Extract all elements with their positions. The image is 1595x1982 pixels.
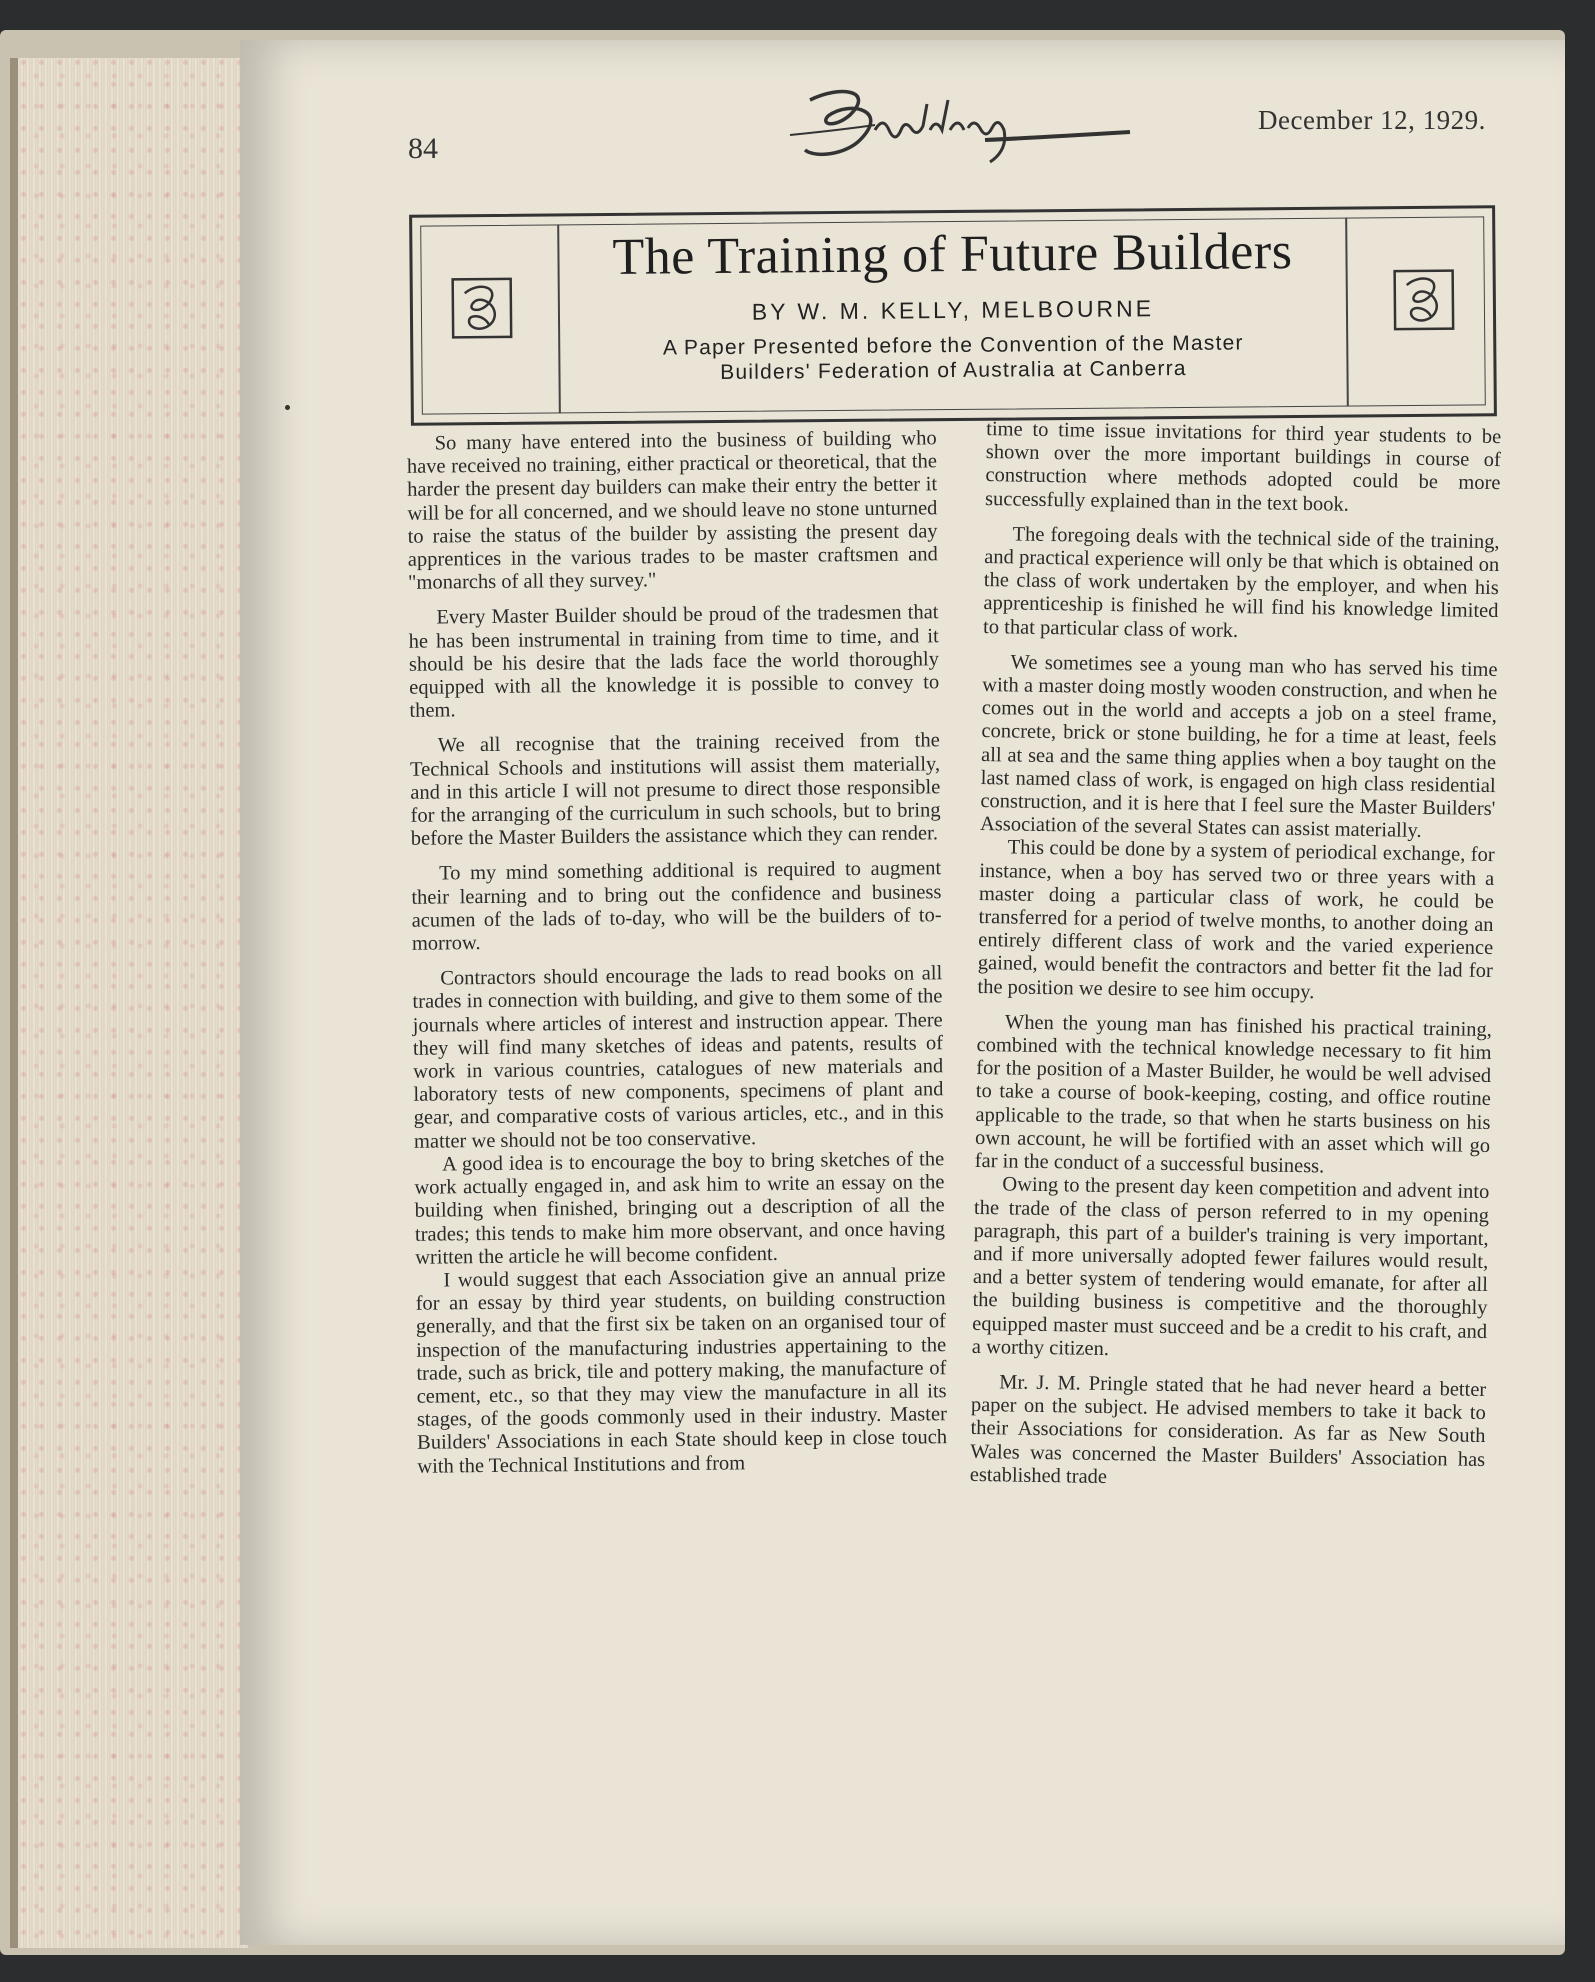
article-byline: BY W. M. KELLY, MELBOURNE <box>751 295 1155 325</box>
building-logo <box>780 80 1140 170</box>
issue-date: December 12, 1929. <box>1258 105 1486 135</box>
paragraph: I would suggest that each Association give an annual prize for an essay by third year students, on building construction generally, and that the first six be taken on an organised tour of inspection of the manufacturing industries appertaining to the trade, such as brick, tile and pottery making, the manufacture of cement, etc., so that they may view the manufacture in all its stages, of the goods commonly used in their industry. Master Builders' Associations in each State should keep in close touch with the Technical Institutions and from <box>415 1264 948 1478</box>
subtitle-line-1: A Paper Presented before the Convention of the Master <box>662 331 1244 360</box>
paragraph: Owing to the present day keen competition and advent into the trade of the class of person referred to in my opening paragraph, this part of a builder's training is very important, and if more universally adopted fewer failures would result, and a better system of tendering would emanate, for after all the building business is competitive and the thoroughly equipped master must succeed and be a credit to his craft, and a worthy citizen. <box>971 1173 1490 1360</box>
paragraph: time to time issue invitations for third year students to be shown over the more important buildings in course of construction where methods adopted could be more successfully explained than in the text book. <box>984 418 1502 516</box>
paragraph: This could be done by a system of periodical exchange, for instance, when a boy has served two or three years with a master doing a particular class of work, he could be transferred for a period of twelve months, to another doing an entirely different class of work and the varied experience gained, would benefit the contractors and better fit the lad for the position we desire to see him occupy. <box>977 836 1495 1003</box>
page-number: 84 <box>408 132 438 165</box>
paragraph: The foregoing deals with the technical side of the training, and practical experience will only be that which is obtained on the class of work undertaken by the employer, and when his apprenticeship is finished he will find his knowledge limited to that particular class of work. <box>982 523 1500 642</box>
paragraph: When the young man has finished his practical training, combined with the technical knowledge necessary to fit him for the position of a Master Builder, he would be well advised to take a course of book-keeping, costing, and office routine applicable to the trade, so that when he starts business on his own account, he will be fortified with an asset which will go far in the conduct of a successful business. <box>974 1011 1493 1178</box>
page-edges <box>10 58 248 1948</box>
paragraph: We all recognise that the training received from the Technical Schools and institutions will assist them materially, and in this article I will not presume to direct those responsible for the arranging of the curriculum in such schools, but to bring before the Master Builders the assistance which they can render. <box>409 729 941 851</box>
margin-mark <box>285 405 290 410</box>
logo-text: Building <box>780 80 784 81</box>
left-ornament-icon <box>451 277 514 340</box>
paragraph: Contractors should encourage the lads to read books on all trades in connection with building, and give to them some of the journals where articles of interest and instruction appear. There they will find many sketches of ideas and patents, results of work in various countries, catalogues of new materials and laboratory tests of new components, specimens of plant and gear, and comparative costs of various articles, etc., and in this matter we should not be too conservative. <box>412 962 944 1153</box>
paragraph: Every Master Builder should be proud of the tradesmen that he has been instrumental in training from time to time, and it should be his desire that the lads face the world thoroughly equipped with all the knowledge it is possible to convey to them. <box>408 601 940 723</box>
paragraph: We sometimes see a young man who has served his time with a master doing mostly wooden construction, and when he comes out in the world and accepts a job on a steel frame, concrete, brick or stone building, he for a time at least, feels all at sea and the same thing applies when a boy taught on the last named class of work, is engaged on high class residential construction, and it is here that I feel sure the Master Builders' Association of the several States can assist materially. <box>979 651 1498 843</box>
title-box <box>409 205 1497 425</box>
article-subtitle <box>553 330 1353 387</box>
paragraph: To my mind something additional is required to augment their learning and to bring out the confidence and business acumen of the lads of to-day, who will be the builders of to-morrow. <box>411 857 942 955</box>
left-column <box>407 427 948 1478</box>
paragraph: A good idea is to encourage the boy to bring sketches of the work actually engaged in, and ask him to write an essay on the building when finished, bringing out a description of all the trades; this tends to make him more observant, and once having written the article he will become confident. <box>414 1148 946 1269</box>
subtitle-line-2: Builders' Federation of Australia at Canberra <box>720 356 1187 385</box>
article-title: The Training of Future Builders <box>612 223 1293 286</box>
right-ornament-icon <box>1393 269 1456 332</box>
right-column <box>970 418 1502 1495</box>
paragraph: So many have entered into the business of building who have received no training, either practical or theoretical, that the harder the present day builders can make their entry the better it will be for all concerned, and we should leave no stone unturned to raise the status of the builder by assisting the present day apprentices in the various trades to be master craftsmen and "monarchs of all they survey." <box>406 427 938 595</box>
paragraph: Mr. J. M. Pringle stated that he had never heard a better paper on the subject. He advised members to take it back to their Associations for consideration. As far as New South Wales was concerned the Master Builders' Association has established trade <box>969 1371 1487 1488</box>
